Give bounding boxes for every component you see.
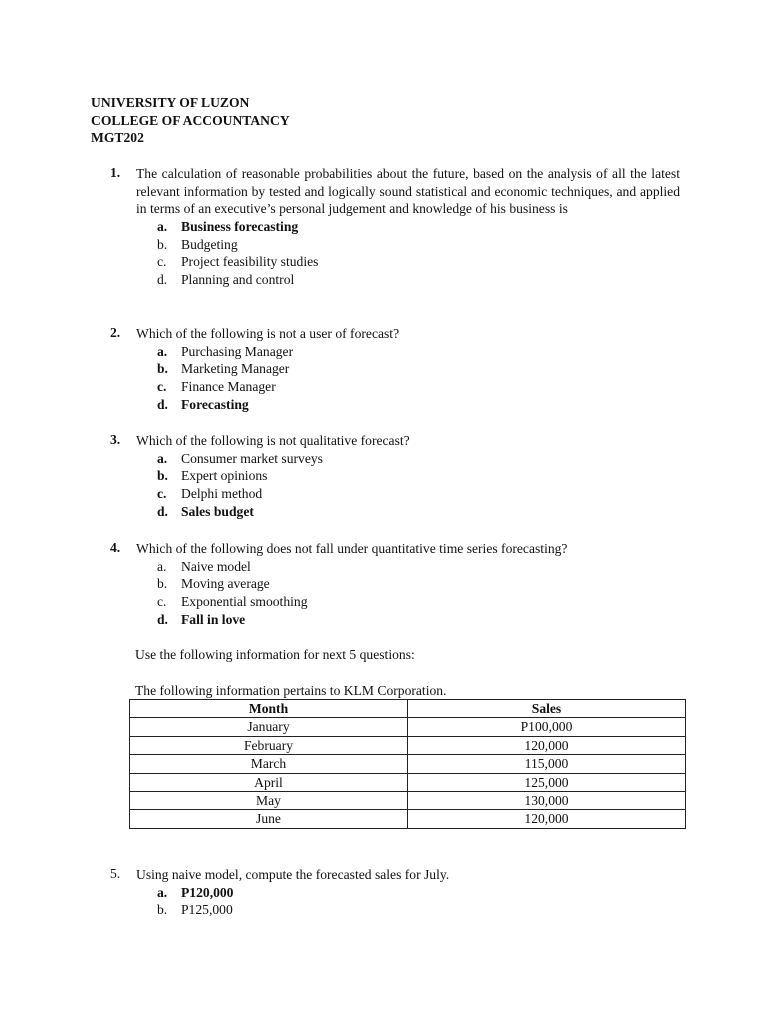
column-header-month: Month — [130, 700, 408, 718]
sales-cell: 125,000 — [408, 773, 686, 791]
month-cell: January — [130, 718, 408, 736]
question-text: Which of the following is not a user of forecast? — [136, 326, 400, 341]
question-1 — [110, 165, 680, 289]
table-row — [130, 773, 686, 791]
option: b. Budgeting — [157, 236, 238, 252]
question-text: The calculation of reasonable probabilities about the future, based on the analysis of all the latest relevant information by tested and logically sound statistical and economic techniques, and applied in terms of an executive’s personal judgement and knowledge of his business is — [136, 166, 680, 217]
option: c. Finance Manager — [157, 379, 276, 395]
option-answer: d. Fall in love — [157, 611, 246, 627]
option-answer: d. Forecasting — [157, 396, 249, 412]
option-list — [157, 343, 680, 414]
option-list — [157, 558, 680, 629]
question-2 — [110, 325, 680, 414]
option-answer: d. Sales budget — [157, 503, 254, 519]
month-cell: March — [130, 755, 408, 773]
option-list — [157, 450, 680, 521]
question-number: 5. — [110, 866, 121, 881]
question-text: Which of the following is not qualitative forecast? — [136, 433, 410, 448]
table-caption: The following information pertains to KLM Corporation. — [135, 683, 447, 698]
option: b. Marketing Manager — [157, 361, 290, 377]
sales-cell: 130,000 — [408, 792, 686, 810]
document-header — [91, 94, 290, 147]
sales-cell: 120,000 — [408, 810, 686, 828]
question-text: Using naive model, compute the forecasted sales for July. — [136, 867, 450, 882]
option: a. Consumer market surveys — [157, 450, 323, 466]
question-text: Which of the following does not fall under quantitative time series forecasting? — [136, 541, 568, 556]
college-name: COLLEGE OF ACCOUNTANCY — [91, 112, 290, 128]
sales-table — [129, 699, 686, 829]
option-answer: a. P120,000 — [157, 884, 234, 900]
question-number: 4. — [110, 540, 121, 555]
university-name: UNIVERSITY OF LUZON — [91, 95, 250, 110]
column-header-sales: Sales — [408, 700, 686, 718]
question-5 — [110, 866, 680, 919]
option: b. Moving average — [157, 576, 270, 592]
option: c. Delphi method — [157, 486, 263, 502]
option-list — [157, 218, 680, 289]
table-row — [130, 736, 686, 754]
question-number: 3. — [110, 432, 121, 447]
question-3 — [110, 432, 680, 521]
instruction-text: Use the following information for next 5 questions: — [135, 647, 415, 662]
month-cell: April — [130, 773, 408, 791]
month-cell: February — [130, 736, 408, 754]
question-4 — [110, 540, 680, 629]
table-row — [130, 792, 686, 810]
month-cell: June — [130, 810, 408, 828]
table-header-row — [130, 700, 686, 718]
option: c. Exponential smoothing — [157, 594, 308, 610]
question-number: 2. — [110, 325, 121, 340]
option: b. Expert opinions — [157, 468, 268, 484]
sales-cell: 115,000 — [408, 755, 686, 773]
option: a. Naive model — [157, 558, 251, 574]
option: b. P125,000 — [157, 902, 233, 918]
option: a. Purchasing Manager — [157, 343, 294, 359]
option: c. Project feasibility studies — [157, 254, 319, 270]
sales-cell: 120,000 — [408, 736, 686, 754]
question-number: 1. — [110, 165, 121, 180]
option: d. Planning and control — [157, 272, 295, 288]
month-cell: May — [130, 792, 408, 810]
option-answer: a. Business forecasting — [157, 218, 299, 234]
option-list — [157, 884, 680, 920]
sales-cell: P100,000 — [408, 718, 686, 736]
table-row — [130, 810, 686, 828]
table-row — [130, 755, 686, 773]
table-row — [130, 718, 686, 736]
course-code: MGT202 — [91, 130, 144, 145]
